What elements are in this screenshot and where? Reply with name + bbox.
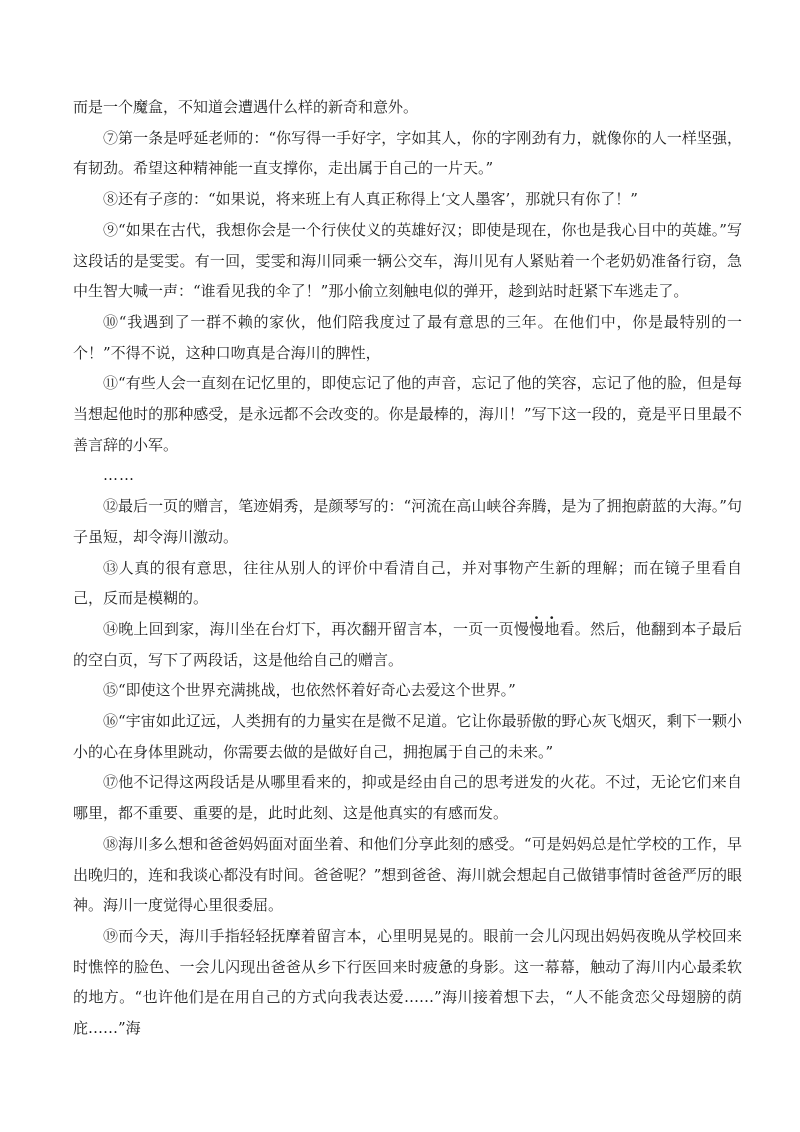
paragraph-9: ⑨“如果在古代，我想你会是一个行侠仗义的英雄好汉；即使是现在，你也是我心目中的英雄。”写这段话的是雯雯。有一回，雯雯和海川同乘一辆公交车，海川见有人紧贴着一个老奶奶准备行窃，急中生智大喊一声：“谁看见我的伞了！”那小偷立刻触电似的弹开，趁到站时赶紧下车逃走了。 <box>73 220 742 301</box>
paragraph-14-after: 地看。然后，他翻到本子最后的空白页，写下了两段话，这是他给自己的赠言。 <box>73 619 742 669</box>
paragraph-7: ⑦第一条是呼延老师的：“你写得一手好字，字如其人，你的字刚劲有力，就像你的人一样坚强，有韧劲。希望这种精神能一直支撑你，走出属于自己的一片天。” <box>73 128 742 178</box>
paragraph-14-before: ⑭晚上回到家，海川坐在台灯下，再次翻开留言本，一页一页 <box>103 619 514 638</box>
paragraph-14 <box>73 614 742 675</box>
emphasis-char: 慢 <box>529 619 545 638</box>
emphasis-char: 慢 <box>513 619 530 638</box>
paragraph-8: ⑧还有子彦的：“如果说，将来班上有人真正称得上‘文人墨客’，那就只有你了！” <box>103 190 638 209</box>
paragraph-17: ⑰他不记得这两段话是从哪里看来的，抑或是经由自己的思考迸发的火花。不过，无论它们来自哪里，都不重要、重要的是，此时此刻、这是他真实的有感而发。 <box>73 773 742 823</box>
paragraph-18: ⑱海川多么想和爸爸妈妈面对面坐着、和他们分享此刻的感受。“可是妈妈总是忙学校的工作，早出晚归的，连和我谈心都没有时间。爸爸呢？”想到爸爸、海川就会想起自己做错事情时爸爸严厉的眼神。海川一度觉得心里很委屈。 <box>73 834 742 915</box>
paragraph-12: ⑫最后一页的赠言，笔迹娟秀，是颜琴写的：“河流在高山峡谷奔腾，是为了拥抱蔚蓝的大海。”句子虽短，却令海川激动。 <box>73 497 742 546</box>
paragraph-10: ⑩“我遇到了一群不赖的家伙，他们陪我度过了最有意思的三年。在他们中，你是最特别的一个！”不得不说，这种口吻真是合海川的脾性， <box>73 312 742 362</box>
paragraph-16: ⑯“宇宙如此辽远，人类拥有的力量实在是微不足道。它让你最骄傲的野心灰飞烟灭，剩下一颗小小的心在身体里跳动，你需要去做的是做好自己，拥抱属于自己的未来。” <box>73 712 742 761</box>
ellipsis-line: …… <box>103 466 135 485</box>
paragraph-15: ⑮“即使这个世界充满挑战，也依然怀着好奇心去爱这个世界。” <box>103 681 516 700</box>
paragraph-13: ⑬人真的很有意思，往往从别人的评价中看清自己，并对事物产生新的理解；而在镜子里看自己，反而是模糊的。 <box>73 558 742 608</box>
paragraph-19: ⑲而今天，海川手指轻轻抚摩着留言本，心里明晃晃的。眼前一会儿闪现出妈妈夜晚从学校回来时憔悴的脸色、一会儿闪现出爸爸从乡下行医回来时疲惫的身影。这一幕幕，触动了海川内心最柔软的地方。“也许他们是在用自己的方式向我表达爱……”海川接着想下去，“人不能贪恋父母翅膀的荫庇……”海 <box>73 926 742 1038</box>
paragraph-intro: 而是一个魔盒，不知道会遭遇什么样的新奇和意外。 <box>73 98 419 116</box>
paragraph-11: ⑪“有些人会一直刻在记忆里的，即使忘记了他的声音，忘记了他的笑容，忘记了他的脸，但是每当想起他时的那种感受，是永远都不会改变的。你是最棒的，海川！”写下这一段的，竟是平日里最不善言辞的小军。 <box>73 374 742 454</box>
